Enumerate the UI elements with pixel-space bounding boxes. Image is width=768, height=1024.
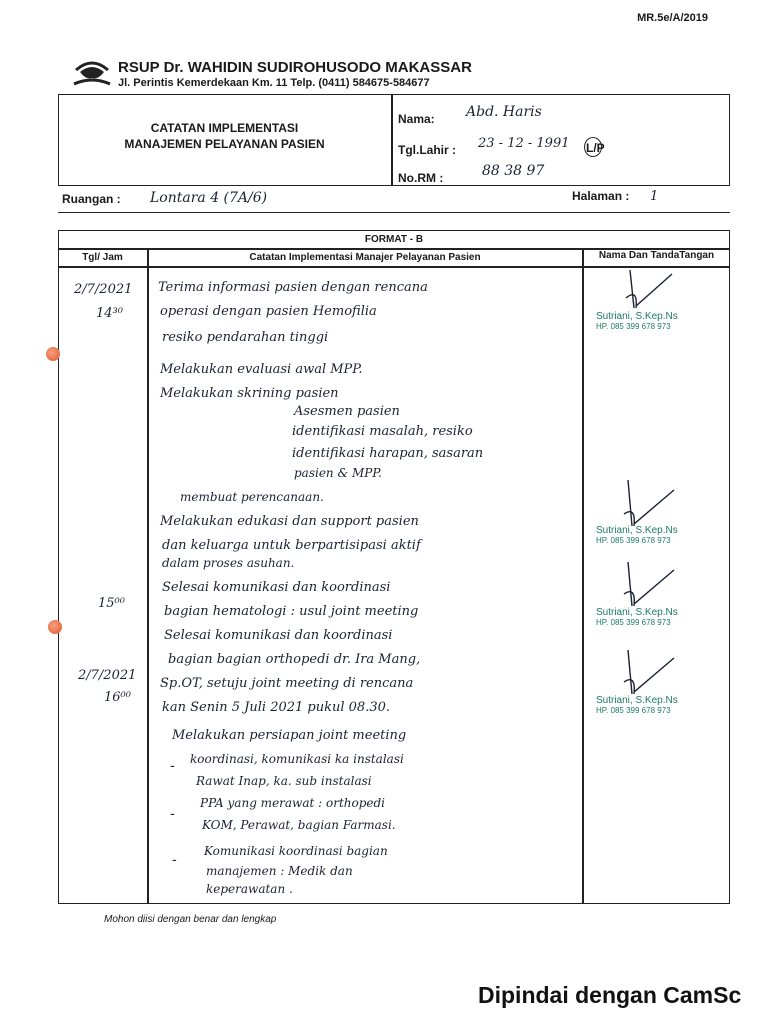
document-title (58, 120, 391, 152)
form-code: MR.5e/A/2019 (637, 12, 708, 24)
time-entry: 16⁰⁰ (104, 690, 131, 705)
scan-watermark: Dipindai dengan CamSc (478, 982, 742, 1008)
note-line: dan keluarga untuk berpartisipasi aktif (162, 538, 421, 553)
patient-name-label: Nama: (398, 112, 435, 126)
signature-scribble-icon (596, 648, 676, 698)
note-line: membuat perencanaan. (180, 490, 324, 504)
note-line: identifikasi masalah, resiko (292, 424, 473, 439)
note-line: Selesai komunikasi dan koordinasi (162, 580, 391, 595)
halaman-value: 1 (650, 189, 659, 204)
date-entry: 2/7/2021 (74, 282, 133, 297)
col-divider-1 (147, 248, 149, 904)
document-title-line-2: MANAJEMEN PELAYANAN PASIEN (124, 137, 325, 151)
note-line: koordinasi, komunikasi ka instalasi (190, 752, 404, 766)
note-line: Melakukan persiapan joint meeting (172, 728, 407, 743)
patient-dob-value: 23 - 12 - 1991 (478, 136, 570, 151)
note-line: Rawat Inap, ka. sub instalasi (196, 774, 372, 788)
ruangan-value: Lontara 4 (7A/6) (150, 190, 268, 206)
signature-phone: HP. 085 399 678 973 (596, 536, 671, 545)
note-line: KOM, Perawat, bagian Farmasi. (202, 818, 396, 832)
gender-circle (584, 137, 602, 157)
signature-phone: HP. 085 399 678 973 (596, 618, 671, 627)
note-line: dalam proses asuhan. (162, 556, 295, 570)
time-entry: 15⁰⁰ (98, 596, 125, 611)
signature-name: Sutriani, S.Kep.Ns (596, 695, 678, 706)
note-line: Selesai komunikasi dan koordinasi (164, 628, 393, 643)
patient-rm-label: No.RM : (398, 171, 444, 185)
date-entry: 2/7/2021 (78, 668, 137, 683)
note-line: operasi dengan pasien Hemofilia (160, 304, 377, 319)
header-divider (391, 94, 393, 186)
note-line: Terima informasi pasien dengan rencana (158, 280, 428, 295)
note-line: PPA yang merawat : orthopedi (200, 796, 386, 810)
note-line: pasien & MPP. (294, 466, 382, 480)
hospital-name: RSUP Dr. WAHIDIN SUDIROHUSODO MAKASSAR (118, 59, 472, 76)
footer-instruction: Mohon diisi dengan benar dan lengkap (104, 914, 277, 925)
bullet: - (170, 806, 175, 822)
patient-rm-value: 88 38 97 (482, 163, 545, 179)
signature-name: Sutriani, S.Kep.Ns (596, 525, 678, 536)
col-header-notes: Catatan Implementasi Manajer Pelayanan Pasien (249, 252, 481, 263)
note-line: Melakukan edukasi dan support pasien (160, 514, 419, 529)
document-title-line-1: CATATAN IMPLEMENTASI (150, 121, 299, 135)
note-line: Sp.OT, setuju joint meeting di rencana (160, 676, 414, 691)
binder-hole-icon (48, 620, 62, 634)
col-divider-2 (582, 248, 584, 904)
halaman-label: Halaman : (572, 189, 630, 203)
patient-dob-label: Tgl.Lahir : (398, 143, 456, 157)
patient-gender-value: L/P (586, 141, 605, 155)
signature-scribble-icon (596, 560, 676, 610)
note-line: Komunikasi koordinasi bagian (204, 844, 388, 858)
note-line: Melakukan skrining pasien (160, 386, 339, 401)
note-line: keperawatan . (206, 882, 293, 896)
col-header-signature: Nama Dan TandaTangan (598, 250, 715, 261)
signature-name: Sutriani, S.Kep.Ns (596, 607, 678, 618)
signature-block (596, 478, 678, 545)
note-line: Asesmen pasien (294, 404, 400, 419)
signature-scribble-icon (596, 268, 676, 312)
note-line: identifikasi harapan, sasaran (292, 446, 484, 461)
bullet: - (172, 852, 177, 868)
hospital-address: Jl. Perintis Kemerdekaan Km. 11 Telp. (0411) 584675-584677 (118, 77, 430, 89)
note-line: bagian hematologi : usul joint meeting (164, 604, 419, 619)
format-label: FORMAT - B (364, 234, 424, 245)
bullet: - (170, 758, 175, 774)
note-line: resiko pendarahan tinggi (162, 330, 329, 345)
signature-block (596, 268, 678, 331)
note-line: Melakukan evaluasi awal MPP. (160, 362, 363, 377)
ruangan-label: Ruangan : (62, 192, 121, 206)
note-line: kan Senin 5 Juli 2021 pukul 08.30. (162, 700, 391, 715)
signature-block (596, 560, 678, 627)
signature-name: Sutriani, S.Kep.Ns (596, 311, 678, 322)
signature-block (596, 648, 678, 715)
note-line: bagian bagian orthopedi dr. Ira Mang, (168, 652, 421, 667)
time-entry: 14³⁰ (96, 306, 123, 321)
binder-hole-icon (46, 347, 60, 361)
col-header-date: Tgl/ Jam (82, 252, 123, 263)
signature-phone: HP. 085 399 678 973 (596, 322, 671, 331)
signature-scribble-icon (596, 478, 676, 530)
patient-name-value: Abd. Haris (466, 104, 542, 120)
signature-phone: HP. 085 399 678 973 (596, 706, 671, 715)
note-line: manajemen : Medik dan (206, 864, 353, 878)
hospital-logo-icon (72, 58, 112, 88)
